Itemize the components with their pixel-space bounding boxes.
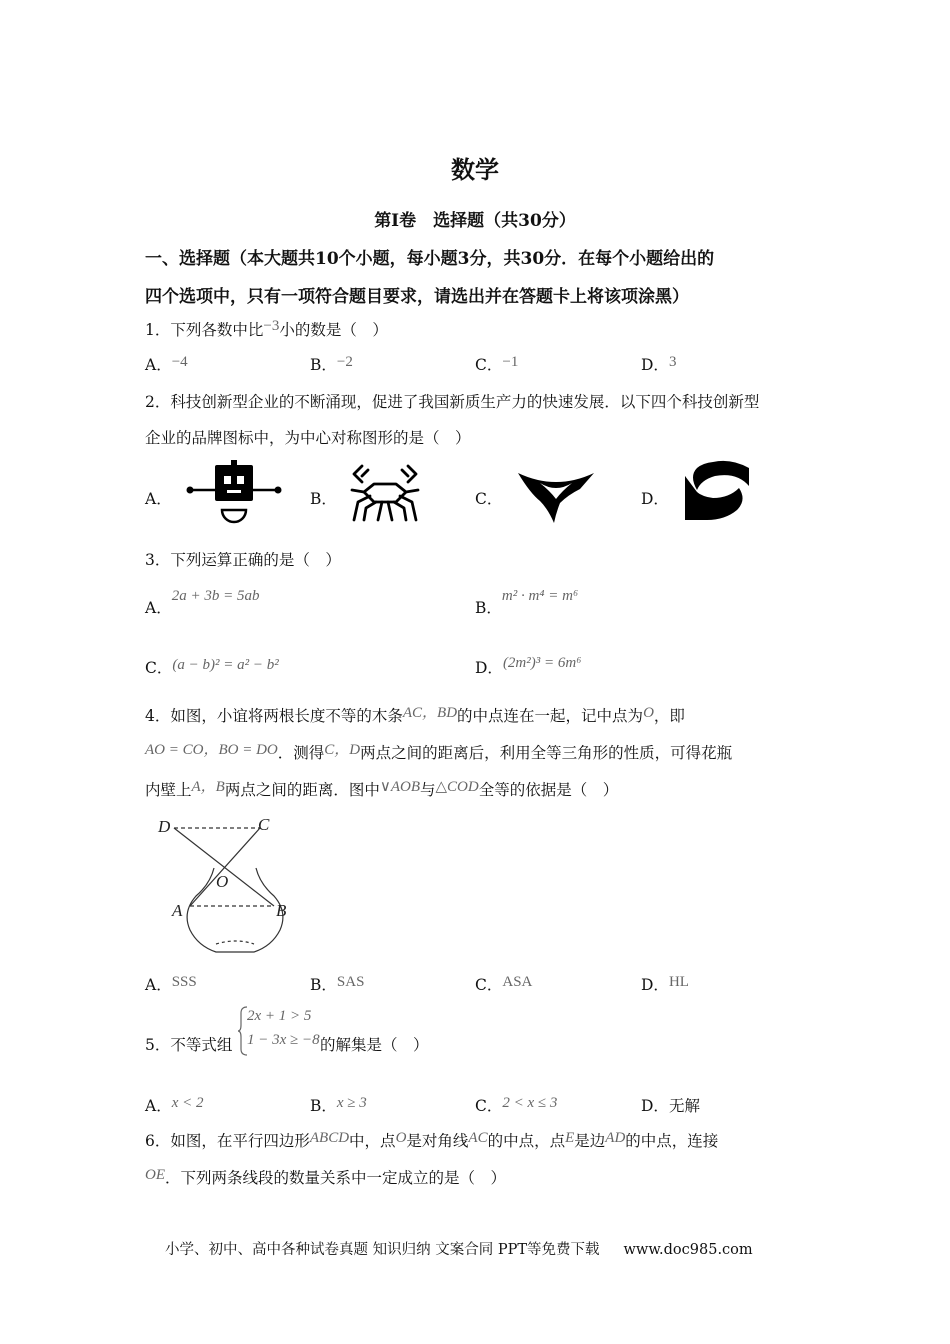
q5-option-a[interactable]: A．x < 2 — [145, 1095, 204, 1115]
question-6-line2: OE．下列两条线段的数量关系中一定成立的是（ ） — [145, 1167, 507, 1187]
page-footer — [165, 1238, 753, 1259]
fig-label-a: A — [172, 901, 183, 920]
question-4-line3: 内壁上A，B两点之间的距离．图中∨AOB与△COD全等的依据是（ ） — [145, 779, 619, 799]
q2-option-c-key[interactable]: C． — [475, 490, 503, 508]
q3-option-d[interactable]: D．(2m²)³ = 6m⁶ — [475, 655, 582, 677]
footer-text: 小学、初中、高中各种试卷真题 知识归纳 文案合同 PPT等免费下载 — [165, 1242, 600, 1258]
q1-option-d[interactable]: D．3 — [641, 354, 677, 374]
footer-url-link[interactable]: www.doc985.com — [623, 1242, 753, 1258]
q5-inequality-1: 2x + 1 > 5 — [247, 1008, 312, 1024]
q1-number: −3 — [263, 318, 280, 334]
question-6-line1: 6．如图，在平行四边形ABCD中，点O是对角线AC的中点，点E是边AD的中点，连接 — [145, 1130, 719, 1150]
q5-option-d[interactable]: D．无解 — [641, 1097, 700, 1115]
q3-option-a[interactable]: A．2a + 3b = 5ab — [145, 588, 260, 617]
q4-option-c[interactable]: C．ASA — [475, 974, 533, 994]
q3-option-c[interactable]: C．(a − b)² = a² − b² — [145, 657, 279, 677]
q4-option-b[interactable]: B．SAS — [310, 974, 365, 994]
vase-figure — [150, 812, 300, 962]
q4-option-a[interactable]: A．SSS — [145, 974, 197, 994]
question-4-line2: AO = CO，BO = DO．测得C，D两点之间的距离后，利用全等三角形的性质，可得花瓶 — [145, 742, 733, 762]
fig-label-c: C — [258, 815, 270, 834]
question-1-stem: 1．下列各数中比−3小的数是（ ） — [145, 318, 388, 339]
q5-option-c[interactable]: C．2 < x ≤ 3 — [475, 1095, 558, 1115]
q3-option-b[interactable]: B．m² · m⁴ = m⁶ — [475, 588, 579, 617]
q1-option-b[interactable]: B．−2 — [310, 354, 353, 374]
question-2-line2: 企业的品牌图标中，为中心对称图形的是（ ） — [145, 429, 471, 447]
question-2-line1: 2．科技创新型企业的不断涌现，促进了我国新质生产力的快速发展．以下四个科技创新型 — [145, 393, 760, 411]
q2-option-d-key[interactable]: D． — [641, 490, 669, 508]
section-heading-line2: 四个选项中，只有一项符合题目要求，请选出并在答题卡上将该项涂黑） — [145, 287, 689, 307]
section-heading-line1: 一、选择题（本大题共10个小题，每小题3分，共30分．在每个小题给出的 — [145, 249, 715, 269]
page-title: 数学 — [451, 155, 499, 184]
q1-option-c[interactable]: C．−1 — [475, 354, 519, 374]
volume-subtitle: 第I卷 选择题（共30分） — [374, 211, 576, 231]
tri-blade-logo-icon — [516, 469, 596, 525]
q4-option-d[interactable]: D．HL — [641, 974, 689, 994]
s-wave-logo-icon — [683, 458, 751, 522]
q2-option-b-key[interactable]: B． — [310, 490, 337, 508]
question-5-pre: 5．不等式组 — [145, 1036, 233, 1054]
fig-label-d: D — [158, 817, 171, 836]
question-4-line1: 4．如图，小谊将两根长度不等的木条AC，BD的中点连在一起，记中点为O，即 — [145, 705, 685, 725]
fig-label-b: B — [276, 901, 287, 920]
q5-inequality-2: 1 − 3x ≥ −8 — [247, 1032, 320, 1048]
question-5-post: 的解集是（ ） — [320, 1036, 429, 1054]
crab-logo-icon — [348, 462, 422, 524]
q1-option-a[interactable]: A．−4 — [145, 354, 188, 374]
robot-logo-icon — [186, 460, 282, 524]
question-3-stem: 3．下列运算正确的是（ ） — [145, 551, 341, 569]
q5-option-b[interactable]: B．x ≥ 3 — [310, 1095, 367, 1115]
fig-label-o: O — [216, 872, 229, 891]
q2-option-a-key[interactable]: A． — [145, 490, 172, 508]
